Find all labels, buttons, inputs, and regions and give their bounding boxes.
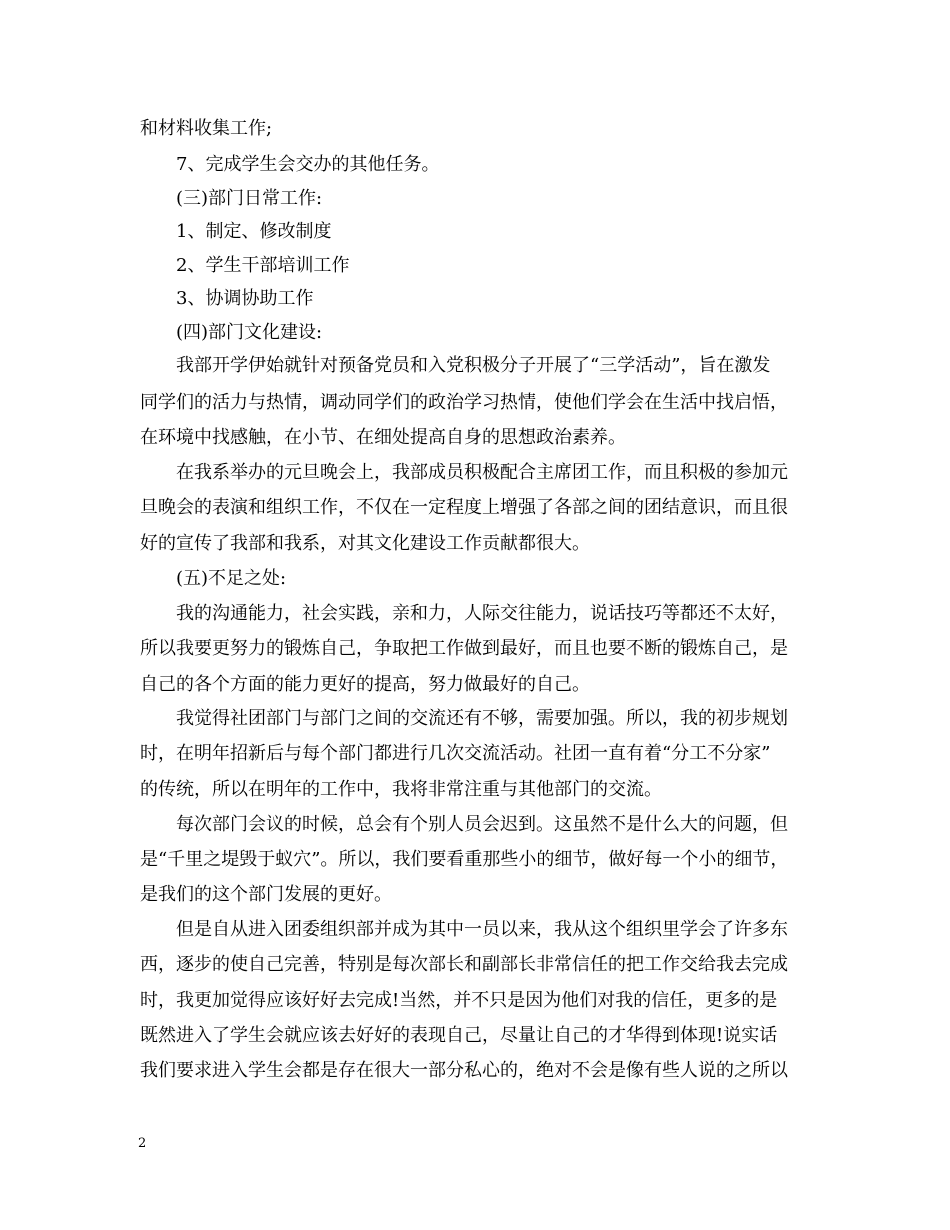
section-heading: (三)部门日常工作: <box>176 188 323 209</box>
list-item: 3、协调协助工作 <box>176 288 314 309</box>
text-line: 但是自从进入团委组织部并成为其中一员以来，我从这个组织里学会了许多东 <box>176 919 788 940</box>
text-line: 是我们的这个部门发展的更好。 <box>140 884 392 905</box>
text-line: 既然进入了学生会就应该去好好的表现自己，尽量让自己的才华得到体现!说实话 <box>140 1025 778 1046</box>
section-heading: (四)部门文化建设: <box>176 322 323 343</box>
text-line: 在我系举办的元旦晚会上，我部成员积极配合主席团工作，而且积极的参加元 <box>176 462 788 483</box>
text-line: 自己的各个方面的能力更好的提高，努力做最好的自己。 <box>140 674 590 695</box>
text-line: 西，逐步的使自己完善，特别是每次部长和副部长非常信任的把工作交给我去完成 <box>140 954 788 975</box>
text-line: 时，我更加觉得应该好好去完成!当然，并不只是因为他们对我的信任，更多的是 <box>140 990 778 1011</box>
text-line: 我觉得社团部门与部门之间的交流还有不够，需要加强。所以，我的初步规划 <box>176 708 788 729</box>
text-line: 每次部门会议的时候，总会有个别人员会迟到。这虽然不是什么大的问题，但 <box>176 814 788 835</box>
text-line: 我部开学伊始就针对预备党员和入党积极分子开展了“三学活动”，旨在激发 <box>176 355 771 376</box>
text-line: 旦晚会的表演和组织工作，不仅在一定程度上增强了各部之间的团结意识，而且很 <box>140 497 788 518</box>
list-item: 1、制定、修改制度 <box>176 221 332 242</box>
text-line: 我们要求进入学生会都是存在很大一部分私心的，绝对不会是像有些人说的之所以 <box>140 1060 788 1081</box>
text-line: 在环境中找感触，在小节、在细处提高自身的思想政治素养。 <box>140 427 626 448</box>
section-heading: (五)不足之处: <box>176 568 287 589</box>
text-line: 我的沟通能力，社会实践，亲和力，人际交往能力，说话技巧等都还不太好， <box>176 603 788 624</box>
list-item: 7、完成学生会交办的其他任务。 <box>176 154 440 175</box>
text-line: 和材料收集工作; <box>140 118 273 139</box>
text-line: 的传统，所以在明年的工作中，我将非常注重与其他部门的交流。 <box>140 779 662 800</box>
text-line: 时，在明年招新后与每个部门都进行几次交流活动。社团一直有着“分工不分家” <box>140 743 771 764</box>
page-number: 2 <box>138 1136 147 1151</box>
text-line: 好的宣传了我部和我系，对其文化建设工作贡献都很大。 <box>140 533 590 554</box>
text-line: 是“千里之堤毁于蚁穴”。所以，我们要看重那些小的细节，做好每一个小的细节， <box>140 849 789 870</box>
list-item: 2、学生干部培训工作 <box>176 255 350 276</box>
text-line: 同学们的活力与热情，调动同学们的政治学习热情，使他们学会在生活中找启悟， <box>140 392 788 413</box>
text-line: 所以我要更努力的锻炼自己，争取把工作做到最好，而且也要不断的锻炼自己，是 <box>140 638 788 659</box>
